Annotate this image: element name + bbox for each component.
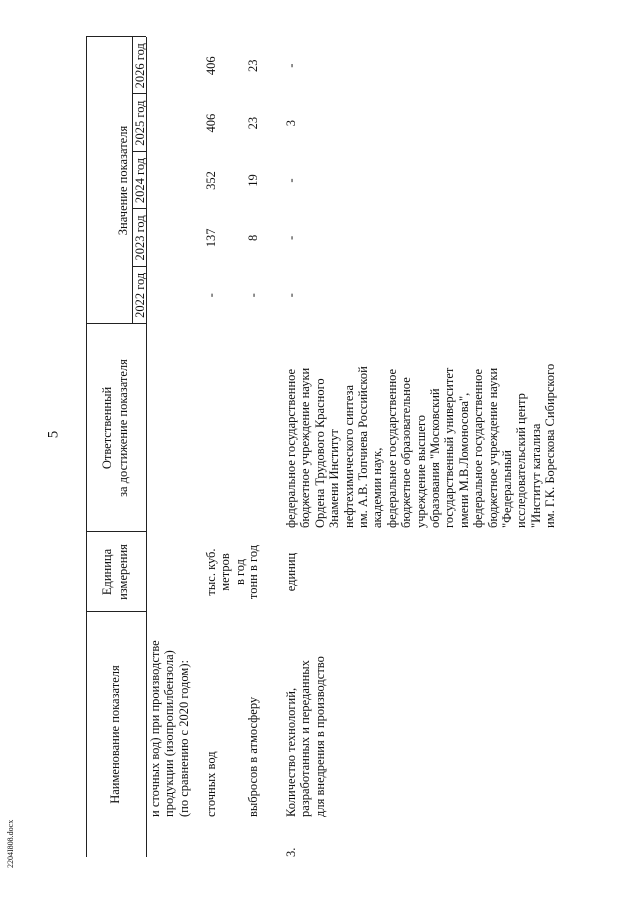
row-value-2026: 23 [246, 59, 260, 72]
row-responsible-line: им. Г.К. Борескова Сибирского [543, 363, 558, 528]
row-responsible-line: "Институт катализа [528, 423, 543, 528]
row-responsible-line: бюджетное учреждение науки [485, 367, 500, 528]
row-value-2024: 19 [246, 174, 260, 187]
row-name-line: для внедрения в производство [312, 656, 327, 817]
row-name-line: (по сравнению с 2020 годом): [176, 660, 191, 817]
row-value-2025: 23 [246, 116, 260, 130]
row-name-line: сточных вод [204, 751, 218, 817]
row-responsible-line: бюджетное образовательное [399, 377, 414, 528]
row-name-line: выбросов в атмосферу [246, 696, 260, 817]
row-value-2023: - [284, 235, 298, 240]
row-responsible-line: образования "Московский [428, 388, 442, 528]
row-value-2024: 352 [204, 171, 218, 190]
row-value-2022: - [204, 293, 218, 298]
header-year-2023: 2023 год [133, 215, 147, 261]
row-responsible-line: исследовательский центр [514, 393, 529, 528]
header-year-2025: 2025 год [133, 100, 147, 146]
header-indicator-name: Наименование показателя [108, 665, 122, 804]
row-unit-line: единиц [284, 552, 298, 592]
row-name-line: и сточных вод) при производстве [148, 640, 162, 817]
row-value-2024: - [284, 178, 298, 183]
header-year-2026: 2026 год [133, 43, 147, 89]
row-responsible-line: федеральное государственное [471, 368, 486, 528]
row-unit-line: тыс. куб. [204, 548, 218, 596]
row-responsible-line: Ордена Трудового Красного [312, 378, 327, 528]
row-value-2022: - [284, 293, 298, 298]
row-unit-line: в год [232, 558, 247, 586]
row-responsible-line: имени М.В.Ломоносова", [456, 392, 471, 528]
header-unit-line1: Единица [100, 548, 114, 596]
row-value-2026: - [284, 63, 298, 68]
page-number: 5 [45, 430, 62, 439]
indicator-table [86, 37, 566, 857]
row-name-line: разработанных и переданных [298, 660, 313, 817]
row-responsible-line: государственный университет [442, 367, 457, 528]
row-value-2026: 406 [204, 56, 218, 76]
header-year-2024: 2024 год [133, 157, 147, 204]
row-value-2025: 3 [284, 120, 298, 127]
row-responsible-line: федеральное государственное [284, 368, 298, 528]
row-responsible-line: "Федеральный [500, 450, 514, 528]
row-responsible-line: Знамени Институт [327, 429, 342, 528]
row-name-line: Количество технологий, [284, 687, 298, 817]
table-top-border [86, 37, 87, 857]
header-responsible-line1: Ответственный [100, 386, 114, 470]
row-name-line: продукции (изопропилбензола) [162, 650, 177, 817]
header-indicator-values: Значение показателя [116, 125, 130, 236]
row-responsible-line: нефтехимического синтеза [341, 384, 356, 528]
row-responsible-line: федеральное государственное [384, 368, 399, 528]
row-unit-line: тонн в год [246, 544, 260, 600]
row-responsible-line: учреждение высшего [413, 414, 428, 528]
row-number: 3. [284, 847, 298, 857]
footer-file-name: 2204I808.docx [6, 819, 15, 868]
row-responsible-line: бюджетное учреждение науки [298, 367, 313, 528]
row-responsible-line: академии наук, [370, 447, 385, 528]
row-value-2023: 137 [204, 228, 218, 248]
header-unit-line2: измерения [116, 544, 130, 600]
row-responsible-line: им. А.В. Топчиева Российской [356, 366, 370, 528]
row-value-2023: 8 [246, 234, 260, 242]
header-year-2022: 2022 год [133, 272, 147, 318]
row-value-2022: - [246, 293, 260, 298]
row-value-2025: 406 [204, 113, 218, 133]
row-unit-line: метров [218, 553, 233, 591]
header-responsible-line2: за достижение показателя [116, 359, 130, 497]
